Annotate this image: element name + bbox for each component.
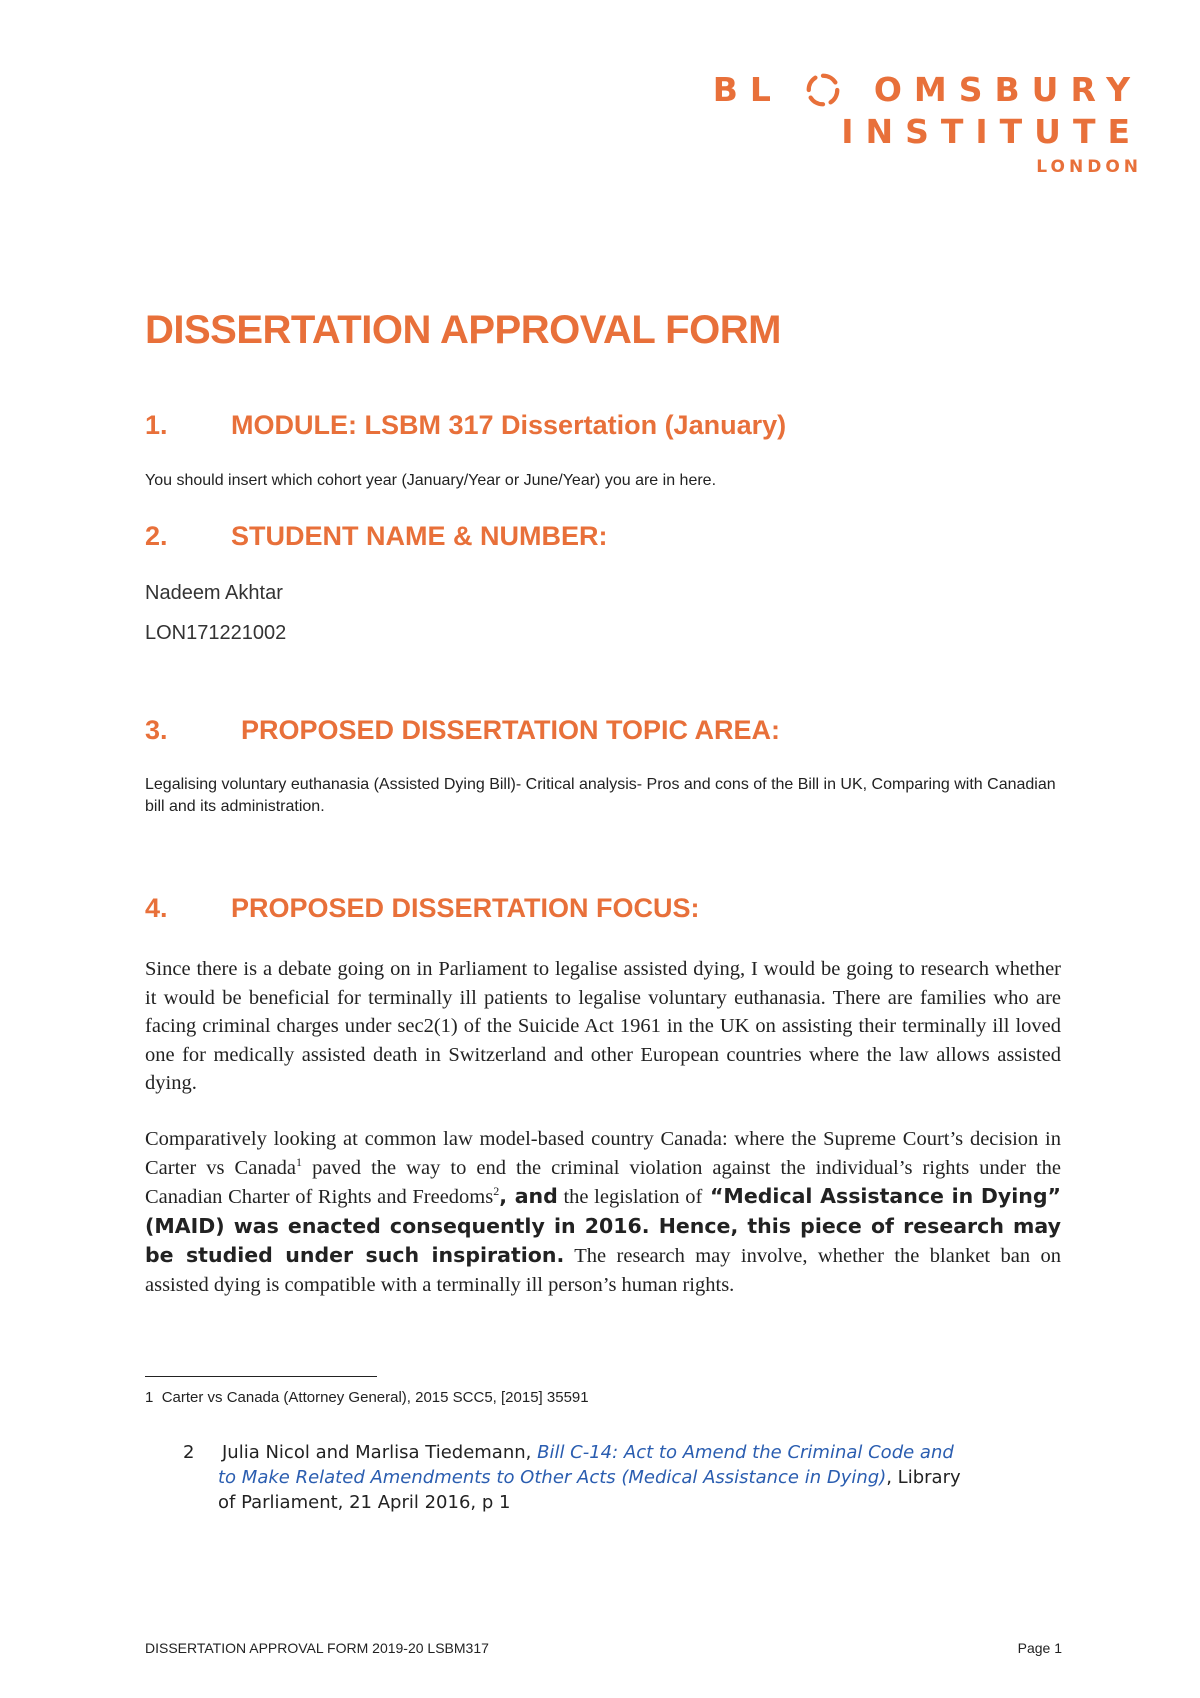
focus-text-a: Comparatively looking at common law model-based country Canada: where the Supreme Court’s decision in Carter vs Canada	[145, 1128, 1061, 1179]
footnote-2-continuation-2: of Parliament, 21 April 2016, p 1	[218, 1492, 511, 1513]
form-title: DISSERTATION APPROVAL FORM	[145, 308, 781, 352]
section-number: 4.	[145, 893, 168, 923]
footnote-1-number: 1	[145, 1389, 154, 1406]
focus-text-b: paved the way to end the criminal violation against the individual’s rights under the Canadian Charter of Rights and Freedoms	[145, 1156, 1061, 1208]
module-note: You should insert which cohort year (January/Year or June/Year) you are in here.	[145, 472, 717, 489]
section-number: 2.	[145, 521, 168, 551]
footnote-2	[183, 1440, 1063, 1515]
section-title: PROPOSED DISSERTATION FOCUS:	[231, 893, 700, 923]
student-number: LON171221002	[145, 622, 287, 644]
section-title: PROPOSED DISSERTATION TOPIC AREA:	[241, 715, 781, 745]
section-2-heading	[145, 521, 607, 552]
logo-line-1	[713, 68, 1142, 108]
page-number: Page 1	[1017, 1640, 1062, 1656]
footnote-2-link-line-2[interactable]: to Make Related Amendments to Other Acts (Medical Assistance in Dying)	[218, 1467, 887, 1488]
focus-text-d: the legislation of	[557, 1186, 703, 1208]
topic-text: Legalising voluntary euthanasia (Assisted Dying Bill)- Critical analysis- Pros and cons of the Bill in UK, Comparing with Canadian bill and its administration.	[145, 776, 1056, 815]
logo-text-right: OMSBURY	[873, 69, 1142, 109]
section-1-heading	[145, 410, 786, 441]
footnote-1	[145, 1389, 589, 1406]
focus-paragraph-2	[145, 1125, 1061, 1299]
logo-text-left: BL	[712, 69, 783, 109]
logo-line-2: INSTITUTE	[841, 112, 1142, 151]
focus-text-e: “Medical Assistance in Dying” (MAID) was enacted consequently in 2016. Hence, this piece of research may be studied under such inspiration.	[145, 1184, 1062, 1267]
student-name: Nadeem Akhtar	[145, 582, 283, 604]
footer-title: DISSERTATION APPROVAL FORM 2019-20 LSBM317	[145, 1640, 489, 1656]
section-3-heading	[145, 715, 780, 746]
logo-line-3: LONDON	[1036, 157, 1142, 177]
focus-text-f: The research may involve, whether the blanket ban on assisted dying is compatible with a terminally ill person’s human rights.	[145, 1245, 1061, 1296]
section-number: 1.	[145, 410, 168, 440]
footnote-2-continuation	[183, 1465, 1063, 1490]
footnote-2-number: 2	[183, 1442, 195, 1463]
section-number: 3.	[145, 715, 168, 745]
bloomsbury-ring-icon	[804, 71, 842, 109]
footnote-ref-1[interactable]: 1	[296, 1154, 303, 1169]
section-title: MODULE: LSBM 317 Dissertation (January)	[231, 410, 787, 440]
footnote-separator	[145, 1376, 377, 1377]
footnote-ref-2[interactable]: 2	[493, 1184, 500, 1199]
footnote-2-authors: Julia Nicol and Marlisa Tiedemann,	[222, 1442, 538, 1463]
section-title: STUDENT NAME & NUMBER:	[231, 521, 608, 551]
footnote-2-rest-1: , Library	[886, 1467, 961, 1488]
focus-paragraph-1: Since there is a debate going on in Parliament to legalise assisted dying, I would be going to research whether it would be beneficial for terminally ill patients to legalise voluntary euthanasia. There are families who are facing criminal charges under sec2(1) of the Suicide Act 1961 in the UK on assisting their terminally ill loved one for medically assisted death in Switzerland and other European countries where the law allows assisted dying.	[145, 958, 1061, 1094]
footnote-1-text: Carter vs Canada (Attorney General), 2015 SCC5, [2015] 35591	[161, 1389, 589, 1406]
bloomsbury-logo	[713, 68, 1142, 178]
focus-text-c: , and	[499, 1184, 558, 1208]
section-4-heading	[145, 893, 700, 924]
footnote-2-link-line-1[interactable]: Bill C-14: Act to Amend the Criminal Code and	[537, 1442, 954, 1463]
